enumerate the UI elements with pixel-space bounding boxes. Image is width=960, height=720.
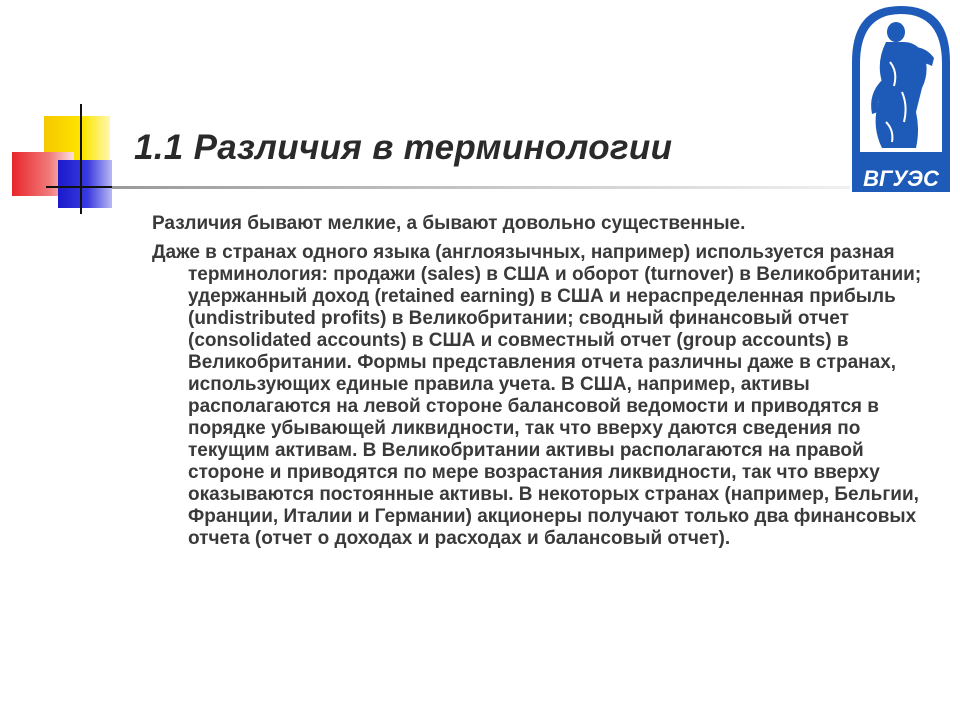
main-paragraph: Даже в странах одного языка (англоязычных, например) используется разная терминология: продажи (sales) в США и оборот (turnover) в Великобритании; удержанный доход (retained earning) в США и нераспределенная прибыль (undistributed profits) в Великобритании; сводный финансовый отчет (consolidated accounts) в США и совместный отчет (group accounts) в Великобритании. Формы представления отчета различны даже в странах, использующих единые правила учета. В США, например, активы располагаются на левой стороне балансовой ведомости и приводятся в порядке убывающей ликвидности, так что вверху даются сведения по текущим активам. В Великобритании активы располагаются на правой стороне и приводятся по мере возрастания ликвидности, так что вверху оказываются постоянные активы. В некоторых странах (например, Бельгии, Франции, Италии и Германии) акционеры получают только два финансовых отчета (отчет о доходах и расходах и балансовый отчет). xyxy=(152,242,922,549)
slide-body xyxy=(152,212,942,550)
title-underline xyxy=(112,186,850,189)
decor-vertical-line xyxy=(80,104,82,214)
decor-horizontal-line xyxy=(46,186,116,188)
intro-text: Различия бывают мелкие, а бывают довольно существенные. xyxy=(152,213,746,234)
slide-title: 1.1 Различия в терминологии xyxy=(134,128,673,167)
university-logo xyxy=(846,2,956,198)
logo-text: ВГУЭС xyxy=(863,166,939,191)
decor-blue-square xyxy=(58,160,112,208)
